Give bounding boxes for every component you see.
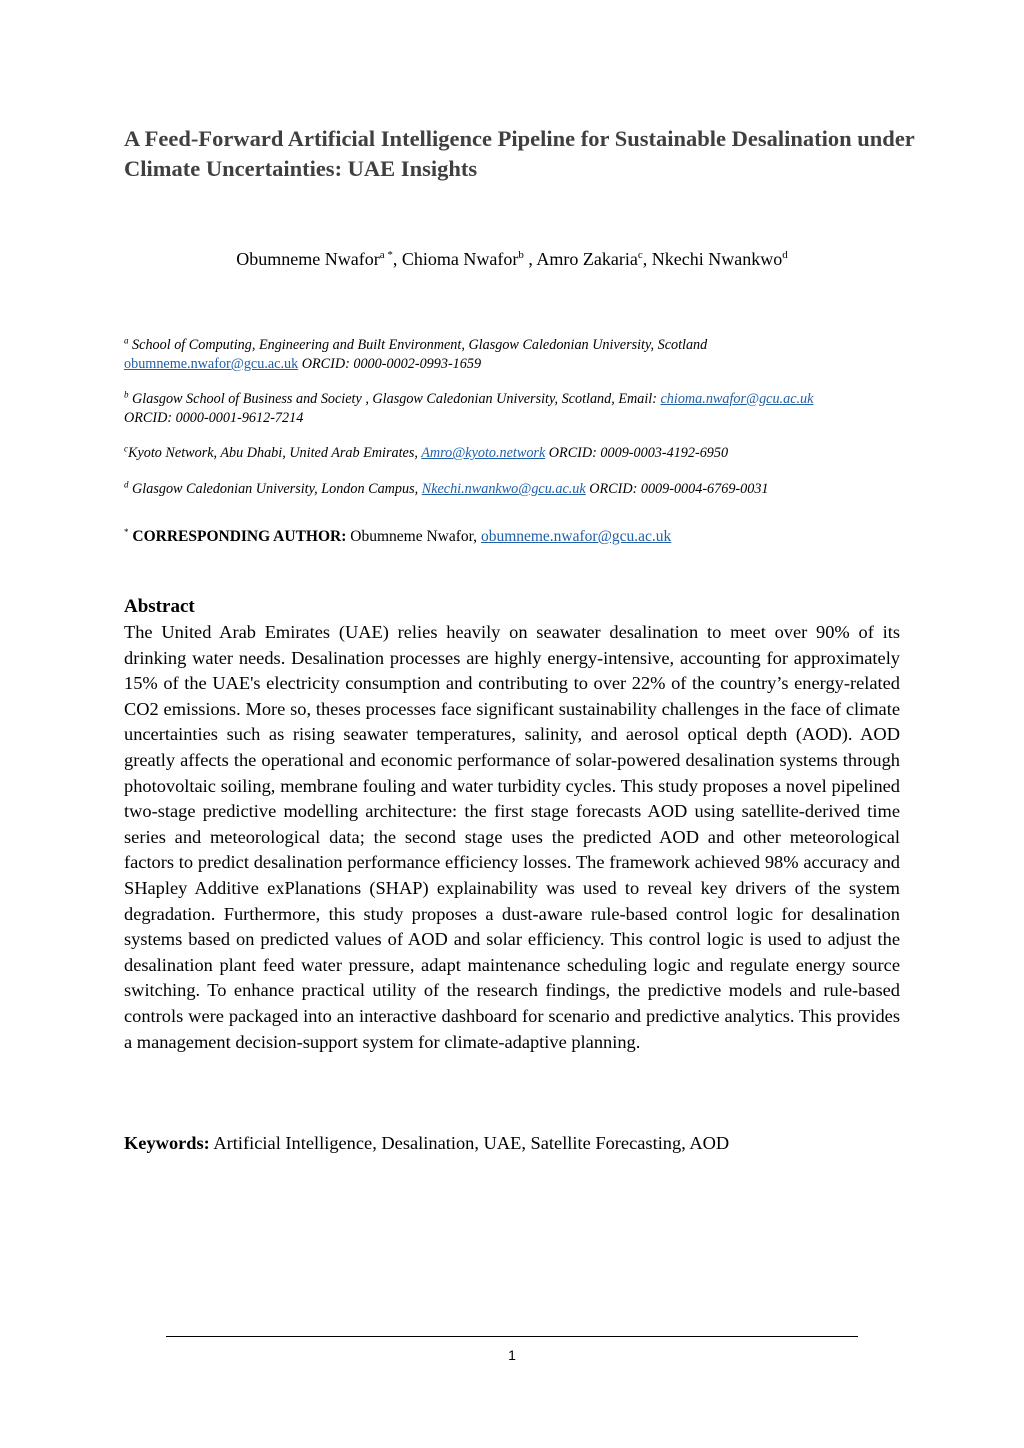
author-name: Nkechi Nwankwo (651, 249, 783, 269)
affiliation-orcid: ORCID: 0000-0001-9612-7214 (124, 409, 304, 426)
corresponding-author (124, 527, 914, 547)
affiliation-c (124, 444, 914, 463)
abstract-heading: Abstract (124, 596, 195, 617)
author-affiliation-mark: d (782, 249, 788, 261)
author-separator: , (523, 249, 537, 269)
author-name: Chioma Nwafor (401, 249, 519, 269)
page-number: 1 (508, 1347, 516, 1363)
author-affiliation-mark: a * (379, 249, 393, 261)
affiliation-mark: d (124, 479, 129, 490)
affiliation-orcid: ORCID: 0009-0004-6769-0031 (585, 481, 769, 497)
affiliation-email-link[interactable]: Nkechi.nwankwo@gcu.ac.uk (421, 481, 586, 497)
affiliation-a (124, 336, 914, 373)
author-affiliation-mark: b (518, 249, 524, 261)
corresponding-email-link[interactable]: obumneme.nwafor@gcu.ac.uk (480, 528, 672, 545)
abstract-body: The United Arab Emirates (UAE) relies heavily on seawater desalination to meet over 90% of its drinking water needs. Desalination processes are highly energy-intensive, accounting for approximately 15% of the UAE's electricity consumption and contributing to over 22% of the country’s energy-related CO2 emissions. More so, theses processes face significant sustainability challenges in the face of climate uncertainties such as rising seawater temperatures, salinity, and aerosol optical depth (AOD). AOD greatly affects the operational and economic performance of solar-powered desalination systems through photovoltaic soiling, membrane fouling and water turbidity cycles. This study proposes a novel pipelined two-stage predictive modelling architecture: the first stage forecasts AOD using satellite-derived time series and meteorological data; the second stage uses the predicted AOD and other meteorological factors to predict desalination performance efficiency losses. The framework achieved 98% accuracy and SHapley Additive exPlanations (SHAP) explainability was used to reveal key drivers of the system degradation. Furthermore, this study proposes a dust-aware rule-based control logic for desalination systems based on predicted values of AOD and solar efficiency. This control logic is used to adjust the desalination plant feed water pressure, adapt maintenance scheduling logic and regulate energy source switching. To enhance practical utility of the research findings, the predictive models and rule-based controls were packaged into an interactive dashboard for scenario and predictive analytics. This provides a management decision-support system for climate-adaptive planning. (124, 622, 900, 1052)
affiliation-b (124, 390, 914, 427)
affiliation-text: Glasgow School of Business and Society , Glasgow Caledonian University, Scotland, Email: (128, 391, 661, 407)
affiliation-text: Kyoto Network, Abu Dhabi, United Arab Emirates, (128, 445, 422, 461)
affiliation-d (124, 480, 914, 499)
keywords-line (124, 1131, 914, 1156)
keywords-label: Keywords: (124, 1133, 210, 1153)
corresponding-label: CORRESPONDING AUTHOR: (132, 528, 347, 545)
affiliation-email-link[interactable]: obumneme.nwafor@gcu.ac.uk (124, 355, 299, 372)
affiliation-mark: b (124, 389, 129, 400)
affiliation-text: School of Computing, Engineering and Built Environment, Glasgow Caledonian University, Scotland (128, 337, 708, 353)
affiliation-email-link[interactable]: Amro@kyoto.network (421, 445, 546, 461)
author-affiliation-mark: c (637, 249, 643, 261)
footer-divider (166, 1336, 858, 1337)
affiliation-text: Glasgow Caledonian University, London Campus, (128, 481, 422, 497)
paper-title: A Feed-Forward Artificial Intelligence Pipeline for Sustainable Desalination under Climate Uncertainties: UAE Insights (124, 126, 915, 181)
author-separator: , (642, 249, 652, 269)
author-separator: , (392, 249, 402, 269)
author-name: Obumneme Nwafor (236, 249, 380, 269)
affiliation-email-link[interactable]: chioma.nwafor@gcu.ac.uk (660, 391, 814, 407)
affiliation-mark: a (124, 335, 129, 346)
corresponding-mark: * (124, 526, 129, 537)
keywords-list: Artificial Intelligence, Desalination, UAE, Satellite Forecasting, AOD (209, 1133, 730, 1153)
affiliation-orcid: ORCID: 0009-0003-4192-6950 (545, 445, 729, 461)
author-list (0, 247, 1024, 271)
affiliation-orcid: ORCID: 0000-0002-0993-1659 (298, 355, 482, 372)
affiliation-mark: c (124, 443, 128, 454)
corresponding-name: Obumneme Nwafor, (346, 528, 481, 545)
author-name: Amro Zakaria (536, 249, 638, 269)
